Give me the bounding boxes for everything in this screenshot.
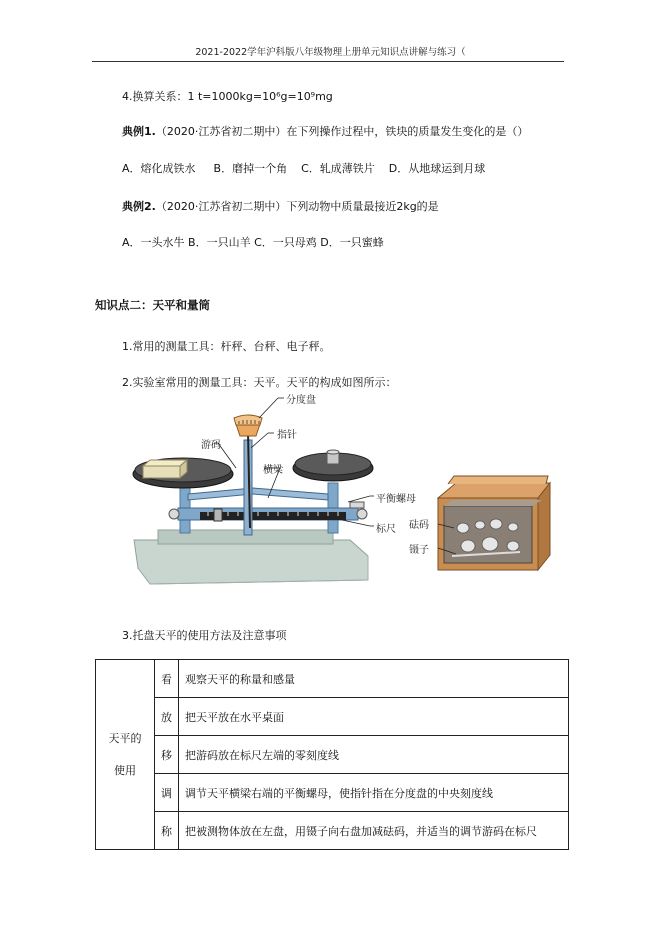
label-dial: 分度盘 xyxy=(286,395,316,406)
option-b: B．磨掉一个角 xyxy=(213,162,288,175)
label-rider: 游码 xyxy=(201,440,221,451)
left-nut xyxy=(169,509,179,519)
label-pointer: 指针 xyxy=(277,430,297,441)
row-text: 把天平放在水平桌面 xyxy=(179,698,569,736)
label-weights: 砝码 xyxy=(409,520,429,531)
balance-figure xyxy=(118,388,558,603)
row-text: 调节天平横梁右端的平衡螺母，使指针指在分度盘的中央刻度线 xyxy=(179,774,569,812)
option-a: A．熔化成铁水 xyxy=(122,162,196,175)
side-label-line-2: 使用 xyxy=(114,763,136,777)
section-title: 知识点二：天平和量筒 xyxy=(95,298,210,312)
option-c: C．轧成薄铁片 xyxy=(301,162,375,175)
example-2 xyxy=(122,198,439,214)
row-key: 移 xyxy=(155,736,179,774)
example-2-label: 典例2. xyxy=(122,200,156,213)
row-key: 放 xyxy=(155,698,179,736)
page-header: 2021-2022学年沪科版八年级物理上册单元知识点讲解与练习（ xyxy=(195,47,466,58)
balance-base xyxy=(134,540,368,584)
row-key: 看 xyxy=(155,660,179,698)
table-row xyxy=(96,774,569,812)
label-tweezers: 镊子 xyxy=(409,545,429,556)
row-text: 观察天平的称量和感量 xyxy=(179,660,569,698)
item-3: 3.托盘天平的使用方法及注意事项 xyxy=(122,629,287,642)
conversion-line: 4.换算关系：1 t=1000kg=10⁶g=10⁹mg xyxy=(122,90,333,103)
header-rule xyxy=(92,61,564,62)
dial-plate xyxy=(236,424,260,436)
row-text: 把游码放在标尺左端的零刻度线 xyxy=(179,736,569,774)
table-row xyxy=(96,660,569,698)
table-row xyxy=(96,736,569,774)
row-key: 称 xyxy=(155,812,179,850)
example-1-stem: （2020·江苏省初二期中）在下列操作过程中，铁块的质量发生变化的是（） xyxy=(155,125,529,138)
upper-beam xyxy=(188,488,328,500)
option-d: D．从地球运到月球 xyxy=(388,162,486,175)
usage-table xyxy=(95,659,569,850)
example-1-options xyxy=(122,160,582,176)
label-beam: 横梁 xyxy=(263,465,283,476)
example-1 xyxy=(122,123,528,139)
side-label-line-1: 天平的 xyxy=(108,731,142,745)
row-text: 把被测物体放在左盘，用镊子向右盘加减砝码，并适当的调节游码在标尺 xyxy=(179,812,569,850)
table-row xyxy=(96,698,569,736)
table-side-label xyxy=(96,660,155,850)
item-1: 1.常用的测量工具：杆秤、台秤、电子秤。 xyxy=(122,340,331,353)
label-scale: 标尺 xyxy=(376,524,396,535)
row-key: 调 xyxy=(155,774,179,812)
item-2: 2.实验室常用的测量工具：天平。天平的构成如图所示： xyxy=(122,376,397,389)
right-nut xyxy=(357,509,367,519)
label-nut: 平衡螺母 xyxy=(376,494,416,505)
example-2-options: A．一头水牛 B．一只山羊 C．一只母鸡 D．一只蜜蜂 xyxy=(122,236,384,249)
example-2-stem: （2020·江苏省初二期中）下列动物中质量最接近2kg的是 xyxy=(155,200,439,213)
object-block xyxy=(143,466,180,478)
rider xyxy=(214,509,222,521)
table-row xyxy=(96,812,569,850)
example-1-label: 典例1. xyxy=(122,125,156,138)
